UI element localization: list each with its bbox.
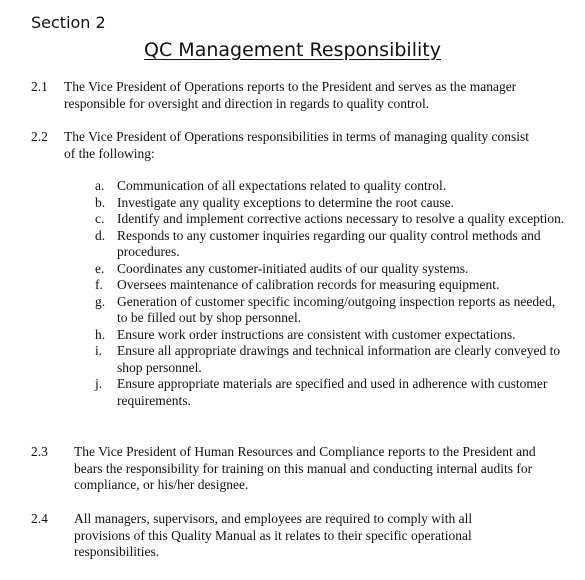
list-item-letter: c. xyxy=(95,211,105,226)
list-item-letter: e. xyxy=(95,260,105,276)
list-item xyxy=(95,178,565,195)
list-item-text: Oversees maintenance of calibration records for measuring equipment. xyxy=(117,277,500,292)
paragraph-number: 2.1 xyxy=(31,79,48,94)
list-item-letter: h. xyxy=(95,326,106,342)
list-item xyxy=(95,277,565,294)
paragraph-text: The Vice President of Human Resources and Compliance reports to the President and bears the responsibility for training on this manual and conducting internal audits for compliance, or his/her designee. xyxy=(74,444,536,492)
list-item-text: Ensure work order instructions are consistent with customer expectations. xyxy=(117,326,516,342)
list-item-text: Ensure all appropriate drawings and technical information are clearly conveyed to shop personnel. xyxy=(117,343,561,375)
list-item-text: Identify and implement corrective actions necessary to resolve a quality exception. xyxy=(117,211,565,226)
list-item-text: Generation of customer specific incoming/outgoing inspection reports as needed, to be filled out by shop personnel. xyxy=(117,293,556,325)
list-item-letter: a. xyxy=(95,178,105,193)
paragraph-text: All managers, supervisors, and employees are required to comply with all provisions of this Quality Manual as it relates to their specific operational responsibilities. xyxy=(74,511,473,559)
list-item xyxy=(95,343,565,376)
paragraph-text: The Vice President of Operations responsibilities in terms of managing quality consist of the following: xyxy=(64,129,529,161)
paragraph-number: 2.4 xyxy=(31,511,48,526)
paragraph-number: 2.3 xyxy=(31,444,48,459)
list-item-text: Communication of all expectations related to quality control. xyxy=(117,178,447,193)
paragraph-text: The Vice President of Operations reports to the President and serves as the manager responsible for oversight and direction in regards to quality control. xyxy=(64,79,517,111)
list-item-letter: i. xyxy=(95,343,103,358)
list-item-text: Ensure appropriate materials are specified and used in adherence with customer requirements. xyxy=(117,376,548,408)
document-title: QC Management Responsibility xyxy=(144,39,441,61)
responsibility-list xyxy=(95,178,565,409)
list-item xyxy=(95,228,565,261)
list-item-letter: f. xyxy=(95,277,103,292)
list-item-letter: g. xyxy=(95,293,106,309)
list-item-text: Responds to any customer inquiries regarding our quality control methods and procedures. xyxy=(117,227,541,259)
list-item-text: Coordinates any customer-initiated audits of our quality systems. xyxy=(117,260,469,276)
list-item xyxy=(95,195,565,212)
list-item xyxy=(95,294,565,327)
list-item xyxy=(95,261,565,278)
paragraph-number: 2.2 xyxy=(31,129,48,144)
list-item-letter: j. xyxy=(95,376,103,391)
list-item xyxy=(95,376,565,409)
list-item xyxy=(95,211,565,228)
section-label: Section 2 xyxy=(31,13,106,32)
list-item-letter: d. xyxy=(95,227,106,243)
list-item xyxy=(95,327,565,344)
list-item-letter: b. xyxy=(95,194,106,210)
list-item-text: Investigate any quality exceptions to determine the root cause. xyxy=(117,194,455,210)
